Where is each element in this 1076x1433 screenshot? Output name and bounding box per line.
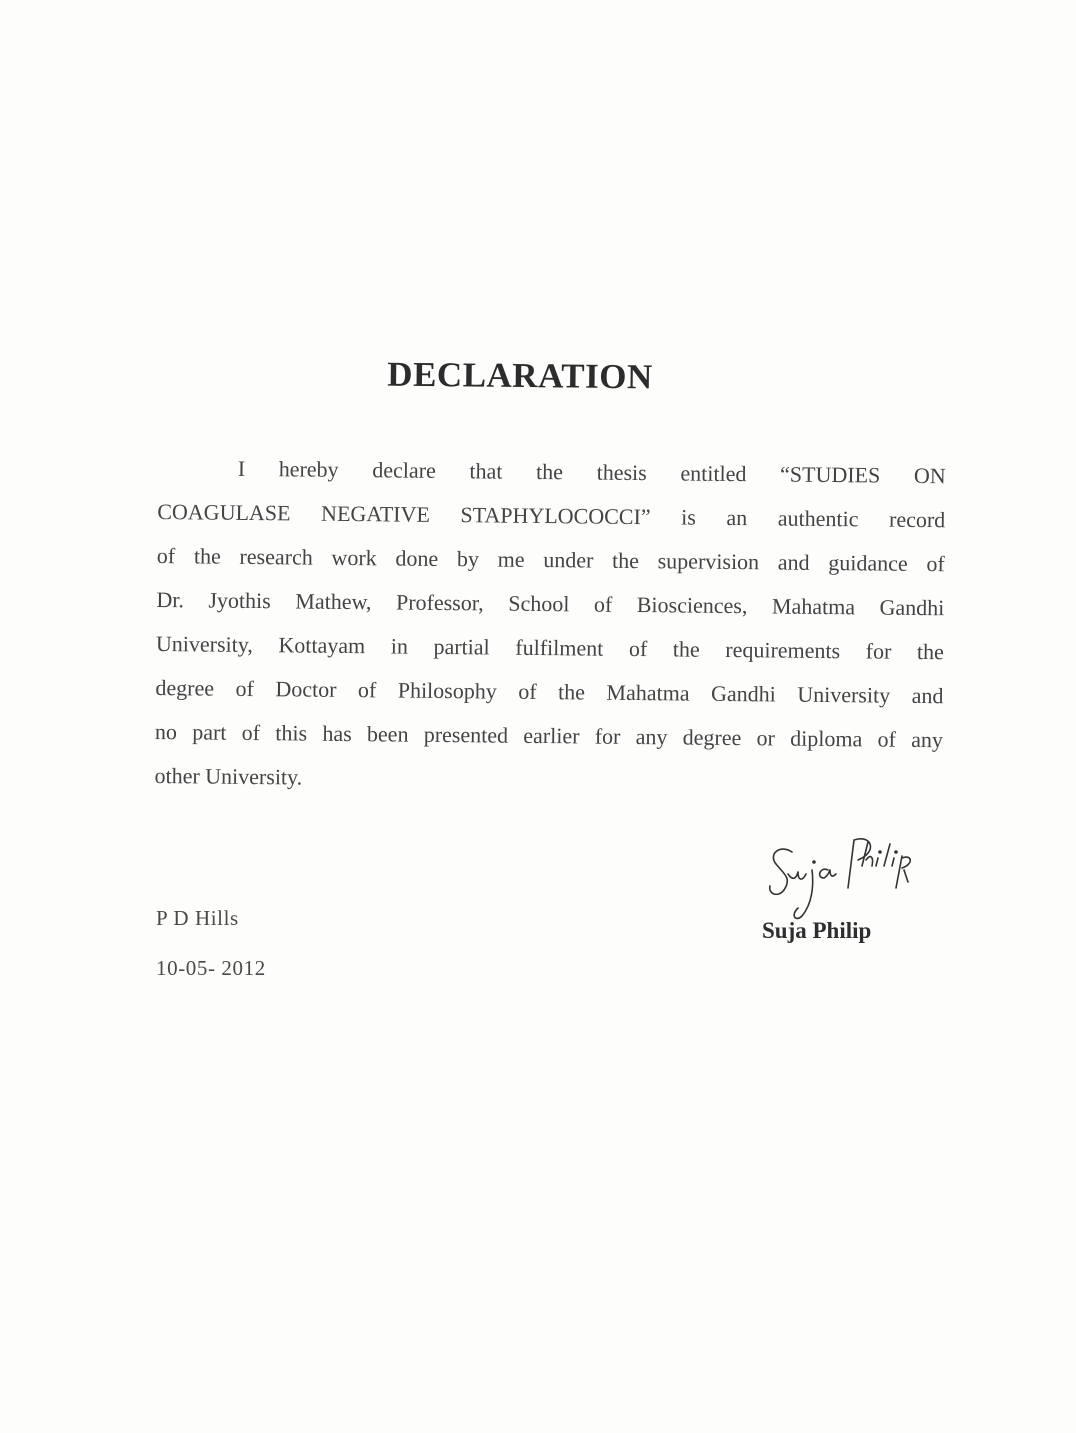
body-line: I hereby declare that the thesis entitled “STUDIES ON: [237, 455, 946, 489]
body-line: of the research work done by me under the supervision and guidance of: [156, 542, 945, 577]
place: P D Hills: [156, 906, 239, 930]
body-line: Dr. Jyothis Mathew, Professor, School of Biosciences, Mahatma Gandhi: [156, 586, 945, 621]
body-line: University, Kottayam in partial fulfilment of the requirements for the: [155, 630, 945, 665]
body-line: no part of this has been presented earlier for any degree or diploma of any: [154, 718, 944, 753]
body-line: other University.: [154, 762, 303, 790]
date: 10-05- 2012: [156, 956, 266, 980]
declaration-body: [154, 446, 946, 806]
body-line: COAGULASE NEGATIVE STAPHYLOCOCCI” is an authentic record: [157, 498, 946, 533]
document-title: DECLARATION: [387, 354, 653, 397]
body-line: degree of Doctor of Philosophy of the Mahatma Gandhi University and: [155, 674, 944, 709]
handwritten-signature: [762, 830, 922, 926]
signer-name: Suja Philip: [762, 918, 872, 943]
